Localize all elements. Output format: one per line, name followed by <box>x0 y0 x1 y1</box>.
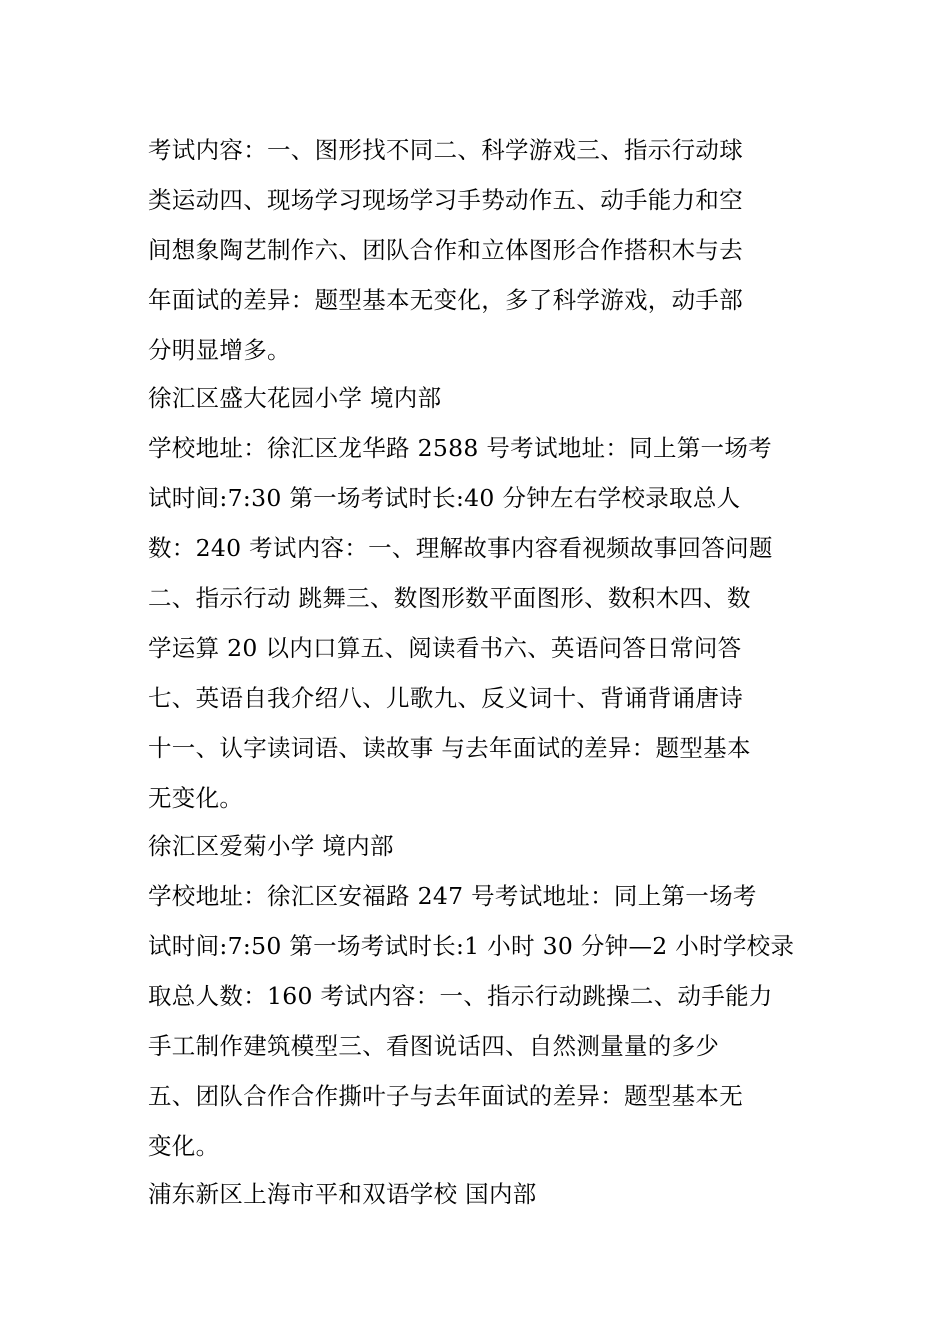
section-heading: 徐汇区爱菊小学 境内部 <box>148 832 394 860</box>
text-line: 无变化。 <box>148 784 244 812</box>
text-line: 间想象陶艺制作六、团队合作和立体图形合作搭积木与去 <box>148 236 743 264</box>
text-line: 取总人数：160 考试内容：一、指示行动跳操二、动手能力 <box>148 982 773 1010</box>
text-line: 学运算 20 以内口算五、阅读看书六、英语问答日常问答 <box>148 634 742 662</box>
text-line: 年面试的差异：题型基本无变化，多了科学游戏，动手部 <box>148 286 743 314</box>
text-line: 二、指示行动 跳舞三、数图形数平面图形、数积木四、数 <box>148 584 751 612</box>
section-heading: 浦东新区上海市平和双语学校 国内部 <box>148 1180 537 1208</box>
text-line: 七、英语自我介绍八、儿歌九、反义词十、背诵背诵唐诗 <box>148 684 743 712</box>
text-line: 五、团队合作合作撕叶子与去年面试的差异：题型基本无 <box>148 1082 743 1110</box>
section-heading: 徐汇区盛大花园小学 境内部 <box>148 384 442 412</box>
text-line: 学校地址：徐汇区安福路 247 号考试地址：同上第一场考 <box>148 882 757 910</box>
text-line: 类运动四、现场学习现场学习手势动作五、动手能力和空 <box>148 186 743 214</box>
text-line: 试时间:7:50 第一场考试时长:1 小时 30 分钟—2 小时学校录 <box>148 932 795 960</box>
text-line: 手工制作建筑模型三、看图说话四、自然测量量的多少 <box>148 1032 720 1060</box>
text-line: 变化。 <box>148 1132 220 1160</box>
text-line: 试时间:7:30 第一场考试时长:40 分钟左右学校录取总人 <box>148 484 741 512</box>
text-line: 学校地址：徐汇区龙华路 2588 号考试地址：同上第一场考 <box>148 434 772 462</box>
text-line: 分明显增多。 <box>148 336 291 364</box>
text-line: 十一、认字读词语、读故事 与去年面试的差异：题型基本 <box>148 734 751 762</box>
text-line: 考试内容：一、图形找不同二、科学游戏三、指示行动球 <box>148 136 743 164</box>
text-line: 数：240 考试内容：一、理解故事内容看视频故事回答问题 <box>148 534 773 562</box>
